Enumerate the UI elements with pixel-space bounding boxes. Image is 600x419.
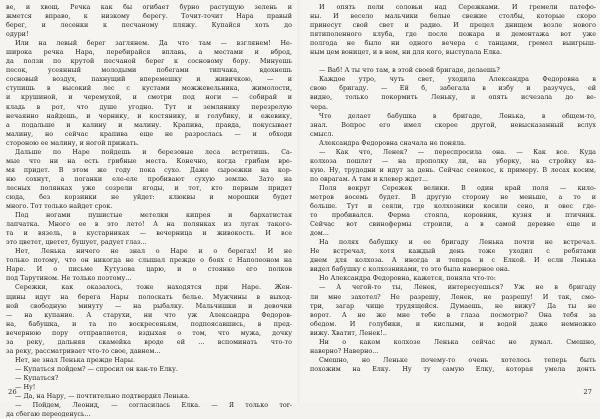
text-line: — Пойдем, Леонид, — согласилась Елка. — Я только тоr-	[15, 401, 292, 410]
text-line: Ни о каком колхозе Ленька сейчас не думал. Смешно,	[319, 337, 596, 346]
text-line: полгода не было ни одного вечера с танцами, гремел выигрыш-	[310, 39, 596, 48]
text-line: знал. Вопрос его имел скорее другой, невысказанный вслух	[310, 120, 596, 129]
text-line: кую. Ну, трудодни и идут за день. Сейчас сенокос, к примеру. В лесах косим,	[310, 165, 596, 174]
text-line: Но Александра Федоровна, кажется, поняла что-то:	[319, 274, 496, 283]
text-line: Не встречал, хотя каждый день тоже уходил с ребятами	[310, 247, 596, 256]
text-line: песок, усеянный молодыми побегами типчака, вдохнешь	[6, 66, 292, 75]
text-line: только потому, что он никогда не слышал прежде о боях с Наполеоном на	[6, 256, 292, 265]
text-line	[310, 57, 596, 66]
text-line: сосновый воздух, пахнущий вперемешку и живичкою, — и	[6, 75, 292, 84]
text-line: ступишь в высокий лес с кустами можжевельника, жимолости,	[6, 84, 292, 93]
text-line: одури!	[6, 30, 29, 39]
page-number-right: 27	[583, 388, 592, 396]
text-line: сюда, без корзинки не уйдет: клюквы и морошки будет	[6, 192, 292, 201]
text-line: это цветет, цветет, бушует, радует глаз...	[6, 238, 147, 247]
text-line: принесут свой свет и радио. И прецел днищем возле нового	[310, 21, 596, 30]
text-line: ным цем воницет, и в нем, ни для кого, выступала Елка.	[310, 48, 503, 57]
text-line: а подальше и калину и малину. Крапива, правда, покусывает	[6, 120, 292, 129]
text-line: под Тарутином. Не только поэтому...	[6, 274, 132, 283]
text-line: за реку, рассматривает что-то свое, давнем...	[6, 346, 161, 355]
text-line: Смешно, но Леньке почему-то очень хотелось теперь быть	[319, 355, 596, 364]
text-line: — Ваб! А ты что там, в этой своей бригаде, делаешь?	[319, 66, 500, 75]
text-line: На полях бабушку и ее бригаду Ленька почти не встречал.	[319, 238, 596, 247]
text-line: — на купание. А старухи, ни что уж Александра Федоров-	[6, 310, 292, 319]
text-line: ли мне захотел? Не разрешу, Ленек, не разрешу! И так, смо-	[310, 292, 596, 301]
text-line: стороною ее малину, и ногой прижать.	[6, 138, 139, 147]
text-line: пятиполенного клуба, где после пожара и демонтажа вот уже	[310, 30, 596, 39]
text-line: за реку, дальняя скамейка вроде ей ... вспоминать что-то	[6, 337, 292, 346]
text-line: ве, и хвощ. Речка как бы огибает бурно растущую зелень и	[6, 3, 292, 11]
text-line: вечернюю пору отправляется, вздыхая о том, что мужа, дочку	[6, 328, 292, 337]
text-line: наверно? Наверно...	[310, 346, 379, 355]
text-line: три, загар чище трудящейся. Думаешь, не вижу? Да ты не	[310, 301, 596, 310]
text-line: — Да, на Нару, — почтительно подтвердил Ленька.	[15, 392, 190, 401]
text-line: Сейчас вот свинофермы строили, а в самой деревне еще и	[310, 220, 596, 229]
text-line: Под ногами пушистые метелки кипрея и бархатистая	[15, 211, 292, 220]
text-line: смысл.	[310, 129, 334, 138]
text-line: метров восемь будет. В другую сторону не меньше, а то и	[310, 192, 596, 201]
text-line: Наре. И о письме Кутузова царю, и о стоянке его полков	[6, 265, 292, 274]
text-line: Каждое утро, чуть свет, уходила Александра Федоровна в	[319, 75, 596, 84]
text-line: малину, но сейчас крапива еще не разрослась — и обходи	[6, 129, 292, 138]
text-line: видел бабушку с колхозниками, то это была наверное она.	[310, 265, 510, 274]
text-line: то пробивался. Ферма стояла, коровник, кузня и птичник.	[310, 211, 596, 220]
text-line: много. Тот только найдет срок.	[6, 202, 113, 211]
text-line: берег, и лесенки к песчаному пляжу. Купайся хоть до	[6, 21, 292, 30]
text-line: да ползи по крутой песчаной берег к сосновому бору. Минуешь	[6, 57, 292, 66]
text-line: ны. И весело мальчики белые свежие столбы, которые скоро	[310, 12, 596, 21]
text-line: — А чегой-то ты, Ленек, интересуешься? Уж не в бригаду	[319, 283, 596, 292]
text-line: — Купаться?	[15, 373, 59, 382]
text-line: та и вязель, в кустарниках — вечерница и живокость. И все	[6, 229, 292, 238]
text-line: ню сохнут, а поганки еле-еле пробивают сухую землю. Зато на	[6, 174, 292, 183]
text-line: да сбегаю переоденусь...	[6, 410, 91, 419]
text-line: Дальше по Наре пойдешь и березовые леса встретишь. Са-	[15, 147, 292, 156]
text-line: мые что ни на есть грибные места. Конечно, когда грибам вре-	[6, 156, 292, 165]
text-line: И опять пели соловьи над Сережками. И гремели патефо-	[319, 3, 596, 11]
page-number-left: 26	[8, 388, 17, 396]
left-page	[6, 3, 292, 419]
text-line: чера.	[310, 102, 328, 111]
text-line: свою бригаду. — Ей б, забегала в избу и разучусь, ей	[310, 84, 596, 93]
text-line: ной свободную минуту — на рыбалку. Мальчишки и девочки	[6, 301, 292, 310]
text-line: кладь в рот, что душе угодно. Тут и землянику перезрелую	[6, 102, 292, 111]
text-line: похожим на Елку. Ну ту самую Елку, которая умела донть	[310, 364, 596, 373]
book-spine	[298, 0, 300, 402]
text-line: Сережки, как оказалось, тоже находятся при Наре. Жен-	[15, 283, 292, 292]
text-line: Нет, Ленька ничего не знал о Наре и о берегах! И не	[15, 247, 292, 256]
text-line: Александра Федоровна сначала не поняла.	[319, 138, 467, 147]
text-line: широка речка Нара, перебирайся вплавь, а местами и вброд,	[6, 48, 292, 57]
text-line: нечаянно найдешь, и чернику, и костянику, и голубику, и ежевику,	[6, 111, 292, 120]
text-line: больше. Тут и сеяли, где колхозники косили сено, и овес где-	[310, 202, 596, 211]
text-line: дом...	[310, 229, 329, 238]
right-page-text	[310, 3, 596, 381]
text-line: жмется вправо, к низкому берегу. Точит-точит Нара правый	[6, 12, 292, 21]
text-line: мя придет. В этом же году пока сухо. Даже сыроежки на кор-	[6, 165, 292, 174]
text-line: обедом. И голубики, и кислыми, и водой даже немножко	[310, 319, 596, 328]
right-page	[310, 3, 596, 402]
text-line: на, бабушка, и та по воскресеньям, подпоясавшись, в пред-	[6, 319, 292, 328]
text-line: Нет, не знал Ленька прежде Нары.	[15, 355, 136, 364]
text-line: вижу. Хватит, Ленек!..	[310, 328, 387, 337]
text-line: Что делает бабушка в бригаде, Ленька, в общем-то,	[319, 111, 596, 120]
text-line: ворот. А не же мне тебе в глаза посмотрю? Она тебя за	[310, 310, 596, 319]
text-line: Поля вокруг Сережек велики. В один край поля — кило-	[319, 183, 596, 192]
text-line: днем для колхоза. А иногда и теперь и с Елкой. И если Ленька	[310, 256, 596, 265]
text-line: видно, только покормить Леньку, и опять исчезала до ве-	[310, 93, 596, 102]
text-line: по оврагам. А там и клевер ждет...	[310, 174, 429, 183]
text-line: и крушиной, и черемухой, и смотри под ноги — собирай и	[6, 93, 292, 102]
text-line: — Купаться пойдем? — спросил он как-то Елку.	[15, 364, 178, 373]
text-line: — Ну!	[15, 382, 36, 391]
text-line: щины идут на берега Нары полоскать белье. Мужчины в выход-	[6, 292, 292, 301]
text-line: Или на левый берег заглянем. Да что там — взглянем! Не-	[15, 39, 292, 48]
text-line: колхоза пошлет — на прополку ли, на уборку, на стройку ка-	[310, 156, 596, 165]
text-line: лесных полянках уже созрели ягоды, и тот, кто первым придет	[6, 183, 292, 192]
text-line: лапчатка. Много ее в это лето! А на полянках из лугах такого-	[6, 220, 292, 229]
text-line: — Как что, Ленек? — переспросила она. — Как все. Куда	[319, 147, 596, 156]
